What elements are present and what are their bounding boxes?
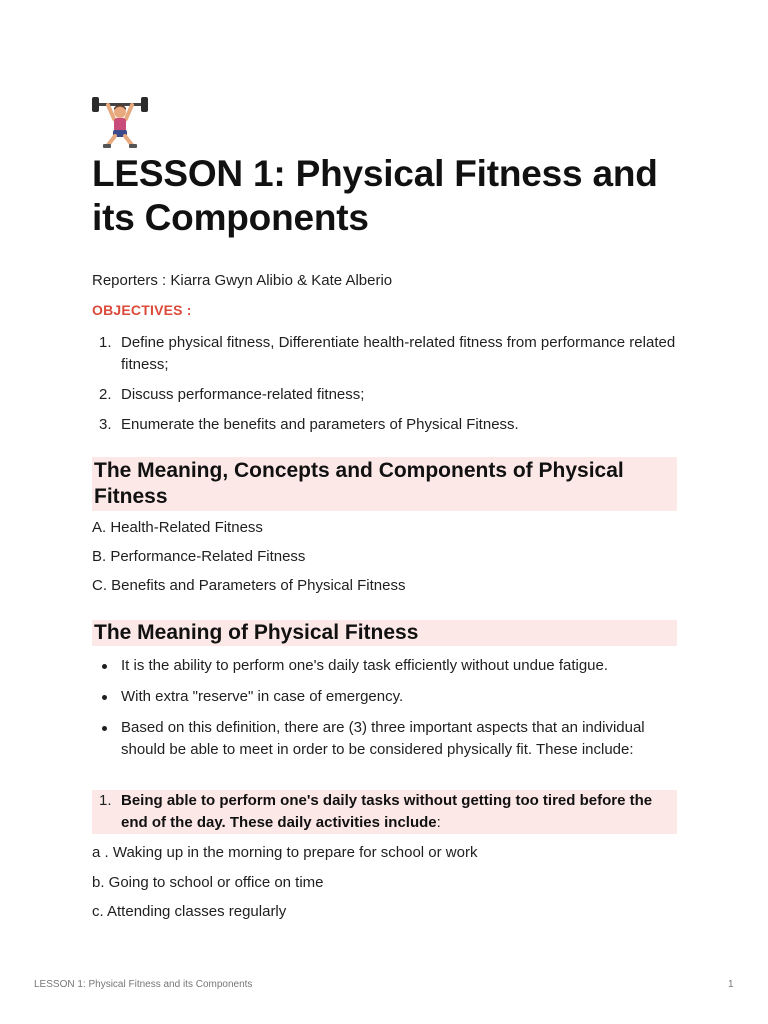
reporters-line: Reporters : Kiarra Gwyn Alibio & Kate Alberio — [92, 272, 393, 289]
list-item: c. Attending classes regularly — [92, 903, 287, 920]
list-item: b. Going to school or office on time — [92, 874, 324, 891]
bullet-icon — [102, 664, 107, 669]
list-item: a . Waking up in the morning to prepare for school or work — [92, 844, 478, 861]
section-heading-meaning: The Meaning of Physical Fitness — [92, 620, 677, 646]
objectives-label: OBJECTIVES : — [92, 302, 192, 318]
page-title: LESSON 1: Physical Fitness and its Components — [92, 153, 658, 238]
bullet-icon — [102, 695, 107, 700]
list-item: It is the ability to perform one's daily task efficiently without undue fatigue. — [92, 655, 677, 677]
list-item: With extra "reserve" in case of emergency. — [92, 686, 677, 708]
list-item: A. Health-Related Fitness — [92, 519, 263, 536]
list-item: 2. Discuss performance-related fitness; — [99, 386, 365, 403]
footer-title: LESSON 1: Physical Fitness and its Components — [34, 979, 253, 990]
list-item: B. Performance-Related Fitness — [92, 548, 306, 565]
list-item: Based on this definition, there are (3) three important aspects that an individual should be able to meet in order to be considered physically fit. These include: — [92, 717, 677, 761]
bullet-icon — [102, 726, 107, 731]
section-heading-components: The Meaning, Concepts and Components of Physical Fitness — [92, 457, 677, 511]
weightlifter-icon — [92, 95, 148, 149]
meaning-bullets — [92, 655, 677, 770]
list-item: 3. Enumerate the benefits and parameters of Physical Fitness. — [99, 416, 519, 433]
objectives-list — [92, 332, 677, 444]
page-number: 1 — [728, 979, 734, 990]
highlighted-list-item: 1. Being able to perform one's daily tasks without getting too tired before the end of the day. These daily activities include: — [92, 790, 677, 834]
list-item: C. Benefits and Parameters of Physical Fitness — [92, 577, 406, 594]
list-item: 1. Define physical fitness, Differentiate health-related fitness from performance related fitness; — [99, 334, 676, 373]
